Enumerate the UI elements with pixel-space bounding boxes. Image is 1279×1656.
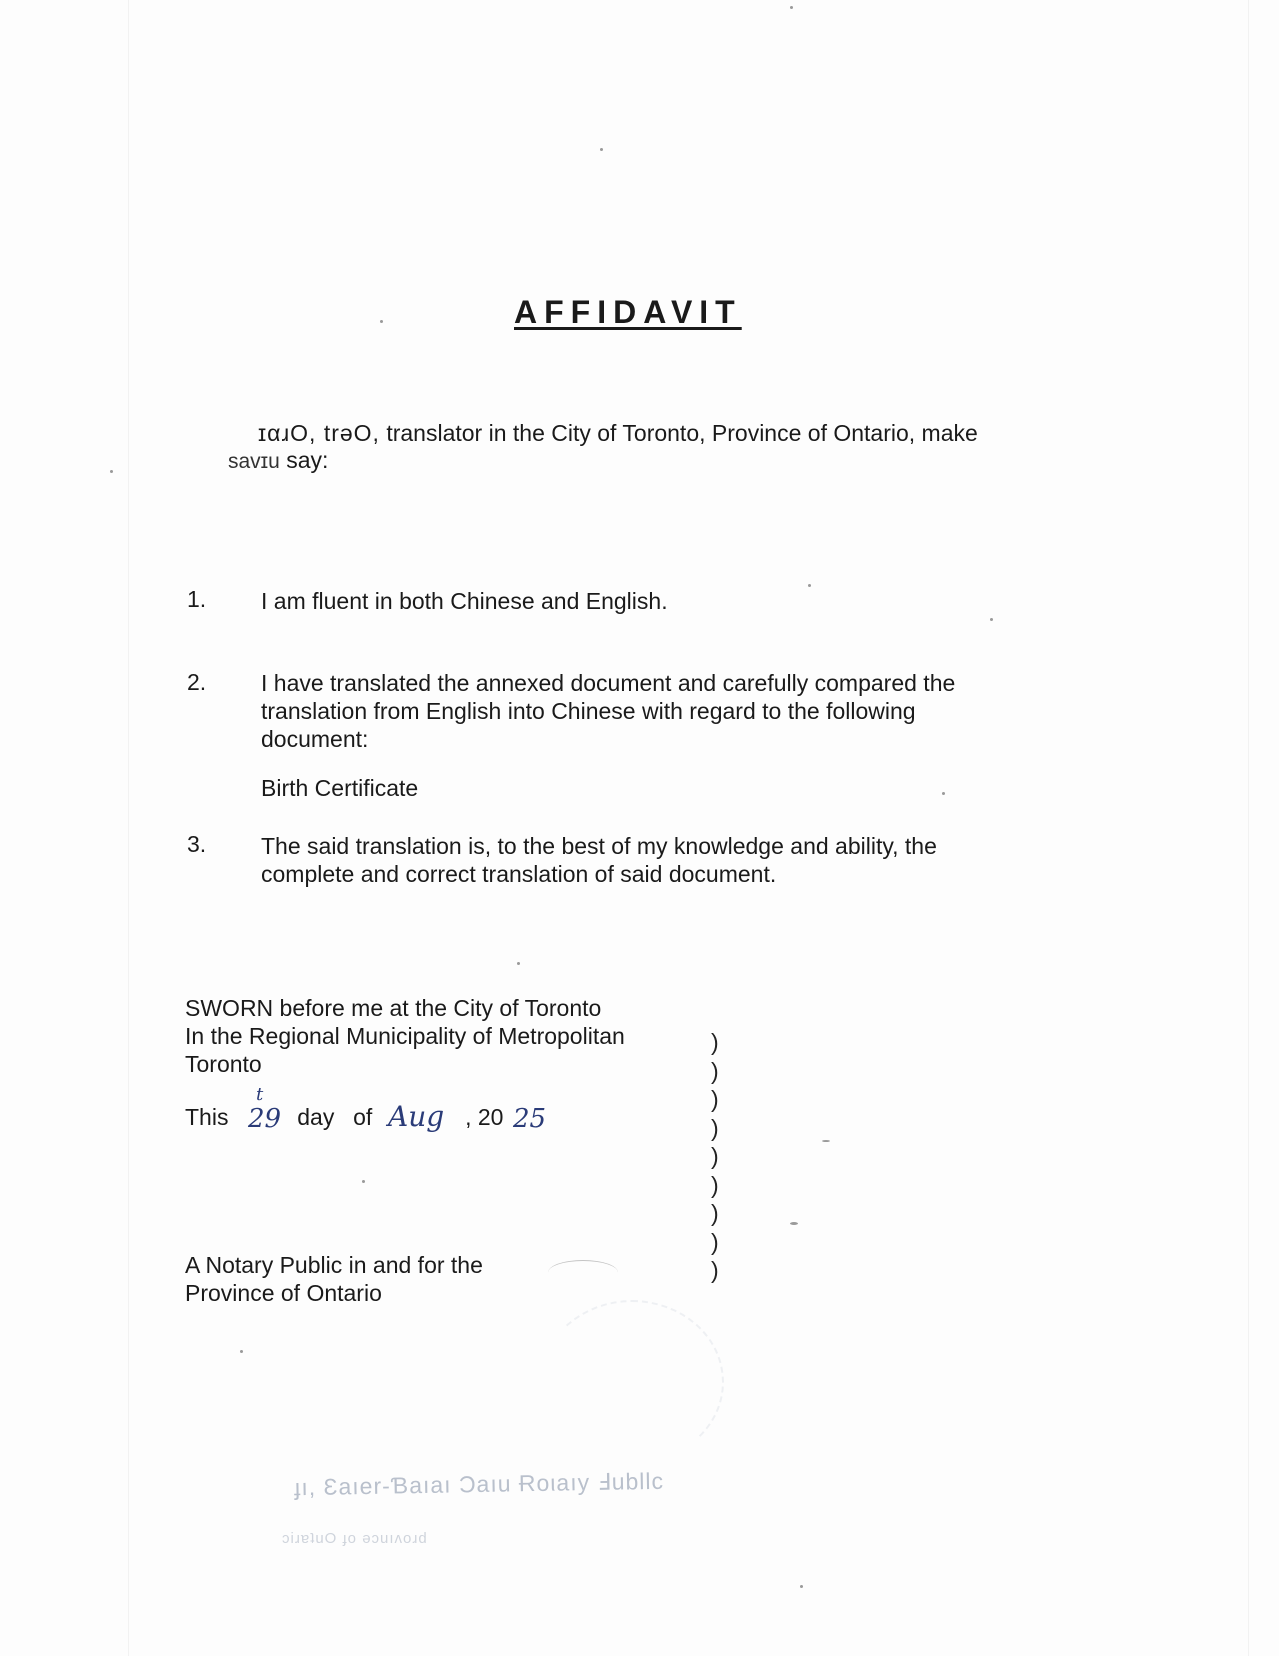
date-line: [185, 1103, 503, 1131]
this-label: This: [185, 1104, 229, 1130]
scan-speck: [600, 148, 603, 151]
parenthesis-column: [711, 1028, 719, 1285]
scan-speck: [362, 1180, 365, 1183]
scan-speck: [240, 1350, 243, 1353]
item-line: translation from English into Chinese with regard to the following: [261, 698, 916, 724]
sworn-line: In the Regional Municipality of Metropolitan: [185, 1023, 625, 1049]
parenthesis: ): [711, 1200, 719, 1226]
notary-block: [185, 1251, 483, 1307]
parenthesis: ): [711, 1257, 719, 1283]
scan-edge-left: [128, 0, 129, 1656]
item-text: [261, 832, 937, 888]
handwritten-year: 25: [513, 1104, 547, 1134]
scan-edge-right: [1248, 0, 1249, 1656]
parenthesis: ): [711, 1228, 719, 1255]
scan-speck: [942, 792, 945, 795]
item-number: 1.: [187, 586, 207, 612]
stamp-subtext: ɔiɹɐʇuO ɟo ǝɔuıʌoɹd: [282, 1530, 428, 1547]
document-title: AFFIDAVIT: [514, 294, 742, 330]
notary-line: A Notary Public in and for the: [185, 1252, 483, 1278]
handwritten-month: Aug: [388, 1100, 445, 1133]
parenthesis: ): [711, 1057, 719, 1084]
item-text: [261, 669, 955, 753]
parenthesis: ): [711, 1171, 719, 1198]
translator-name: ɪαɹO, trəO,: [258, 420, 380, 446]
intro-line-1: [258, 419, 978, 447]
year-prefix: , 20: [465, 1104, 504, 1130]
scan-speck: [110, 470, 113, 473]
item-line: document:: [261, 726, 369, 752]
stamp-outline: [540, 1300, 724, 1464]
sworn-block: [185, 994, 625, 1078]
item-line: I am fluent in both Chinese and English.: [261, 588, 668, 614]
parenthesis: ): [711, 1143, 719, 1169]
item-number: 2.: [187, 669, 207, 695]
intro-line-1-text: translator in the City of Toronto, Province of Ontario, make: [379, 420, 978, 446]
item-text: [261, 587, 668, 615]
signature-mark: [548, 1260, 618, 1285]
sworn-line: SWORN before me at the City of Toronto: [185, 995, 602, 1021]
document-name: Birth Certificate: [261, 775, 419, 801]
parenthesis: ): [711, 1114, 719, 1141]
scan-speck: [808, 584, 811, 587]
scan-speck: [380, 320, 383, 323]
parenthesis: ): [711, 1086, 719, 1112]
scan-speck: [822, 1140, 830, 1142]
item-line: complete and correct translation of said document.: [261, 861, 777, 887]
scan-speck: [517, 962, 520, 965]
intro-line-2-text: say:: [279, 447, 329, 473]
sworn-line: Toronto: [185, 1051, 262, 1077]
scan-speck: [800, 1585, 803, 1588]
day-label: day: [297, 1104, 335, 1130]
parenthesis: ): [711, 1029, 719, 1055]
item-number: 3.: [187, 831, 207, 857]
stamp-text: ɟı, Ɛaıer-Ɓaıaı Ɔaıu Ɍoιaıy Ⅎubllc: [293, 1467, 665, 1501]
handwritten-day-suffix: t: [256, 1084, 264, 1105]
notary-line: Province of Ontario: [185, 1280, 382, 1306]
scan-speck: [790, 6, 793, 9]
scan-speck: [790, 1222, 798, 1225]
item-line: The said translation is, to the best of my knowledge and ability, the: [261, 833, 937, 859]
item-line: I have translated the annexed document and carefully compared the: [261, 670, 956, 696]
handwritten-day: 29: [248, 1104, 282, 1134]
intro-handwritten: savɪu: [228, 450, 280, 473]
of-label: of: [353, 1104, 373, 1130]
scan-speck: [990, 618, 993, 621]
intro-line-2: [228, 446, 328, 476]
